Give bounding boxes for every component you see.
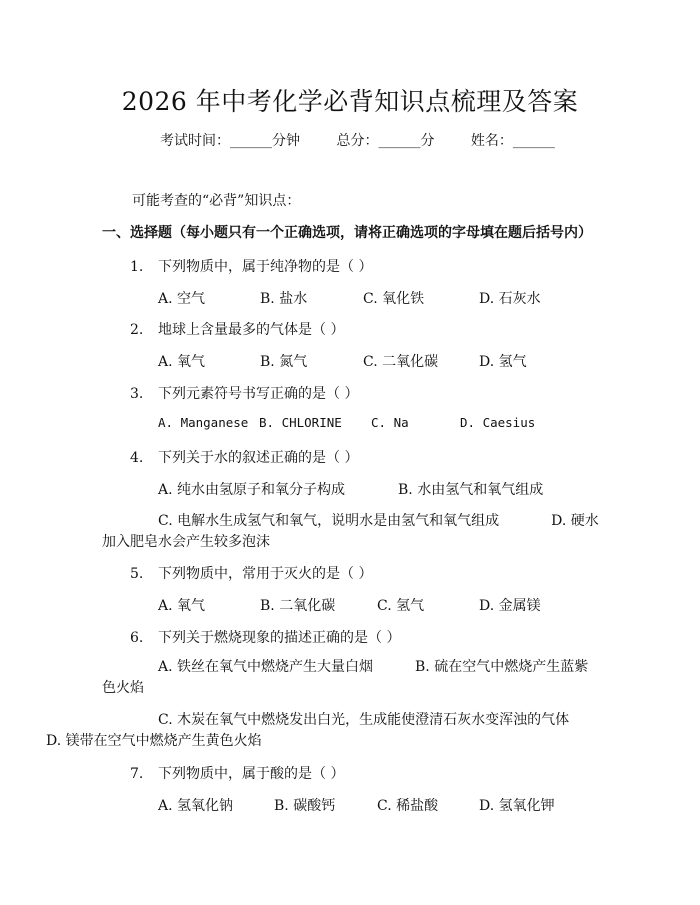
question-4-options-row2 — [102, 511, 602, 553]
question-text: 下列物质中，属于酸的是（ ） — [158, 766, 345, 782]
question-3 — [130, 383, 358, 403]
option-d: D. 氢气 — [479, 354, 527, 370]
option-c: C. 电解水生成氢气和氧气，说明水是由氢气和氧气组成 — [158, 513, 500, 529]
option-c: C. 稀盐酸 — [377, 798, 439, 814]
exam-info — [160, 130, 587, 150]
question-7 — [130, 763, 344, 783]
question-6-options-row2 — [46, 710, 602, 752]
exam-time: 考试时间：______分钟 — [160, 133, 300, 149]
question-1 — [130, 256, 372, 276]
question-5 — [130, 563, 372, 583]
option-d: D. 镁带在空气中燃烧产生黄色火焰 — [46, 733, 262, 749]
option-c: C. 氧化铁 — [363, 291, 425, 307]
question-number: 1. — [130, 259, 144, 275]
question-text: 下列关于水的叙述正确的是（ ） — [158, 450, 359, 466]
option-a: A. 纯水由氢原子和氧分子构成 — [158, 482, 346, 498]
option-b: B. 氮气 — [260, 354, 308, 370]
student-name: 姓名：______ — [470, 133, 555, 149]
option-a: A. 氧气 — [158, 354, 206, 370]
option-d: D. 金属镁 — [479, 598, 541, 614]
page-title: 2026 年中考化学必背知识点梳理及答案 — [121, 87, 579, 116]
option-c: C. 氢气 — [377, 598, 425, 614]
option-a: A. 氢氧化钠 — [158, 798, 234, 814]
section-heading: 一、选择题（每小题只有一个正确选项，请将正确选项的字母填在题后括号内） — [102, 225, 592, 241]
option-b: B. 盐水 — [260, 291, 308, 307]
intro-text: 可能考查的“必背”知识点： — [132, 193, 301, 209]
question-5-options — [158, 595, 541, 615]
option-b: B. 水由氢气和氧气组成 — [398, 482, 544, 498]
option-d: D. Caesius — [460, 415, 536, 430]
option-b: B. 碳酸钙 — [274, 798, 336, 814]
option-a: A. 氧气 — [158, 598, 206, 614]
question-number: 5. — [130, 566, 144, 582]
question-2 — [130, 319, 344, 339]
question-text: 下列物质中，常用于灭火的是（ ） — [158, 566, 373, 582]
option-d: D. 石灰水 — [479, 291, 541, 307]
question-number: 4. — [130, 450, 144, 466]
question-number: 6. — [130, 630, 144, 646]
question-6 — [130, 627, 400, 647]
question-3-options — [158, 415, 535, 430]
option-b: B. 硫在空气中燃烧产生蓝紫色火焰 — [102, 659, 589, 696]
option-d: D. 氢氧化钾 — [479, 798, 555, 814]
question-1-options — [158, 288, 541, 308]
exam-score: 总分：______分 — [336, 133, 435, 149]
question-number: 2. — [130, 322, 144, 338]
option-a: A. Manganese — [158, 415, 249, 430]
question-2-options — [158, 351, 527, 371]
question-4-options-row1 — [158, 479, 543, 499]
question-text: 地球上含量最多的气体是（ ） — [158, 322, 345, 338]
option-b: B. CHLORINE — [259, 415, 342, 430]
option-b: B. 二氧化碳 — [260, 598, 336, 614]
option-c: C. Na — [371, 415, 409, 430]
question-text: 下列元素符号书写正确的是（ ） — [158, 386, 359, 402]
option-a: A. 铁丝在氧气中燃烧产生大量白烟 — [158, 659, 374, 675]
question-text: 下列物质中，属于纯净物的是（ ） — [158, 259, 373, 275]
question-7-options — [158, 795, 555, 815]
option-c: C. 木炭在氧气中燃烧发出白光，生成能使澄清石灰水变浑浊的气体 — [158, 712, 570, 728]
question-6-options-row1 — [102, 657, 602, 699]
question-4 — [130, 447, 358, 467]
option-a: A. 空气 — [158, 291, 206, 307]
question-number: 7. — [130, 766, 144, 782]
option-d: D. 硬水加入肥皂水会产生较多泡沫 — [102, 513, 599, 550]
question-text: 下列关于燃烧现象的描述正确的是（ ） — [158, 630, 401, 646]
option-c: C. 二氧化碳 — [363, 354, 439, 370]
question-number: 3. — [130, 386, 144, 402]
